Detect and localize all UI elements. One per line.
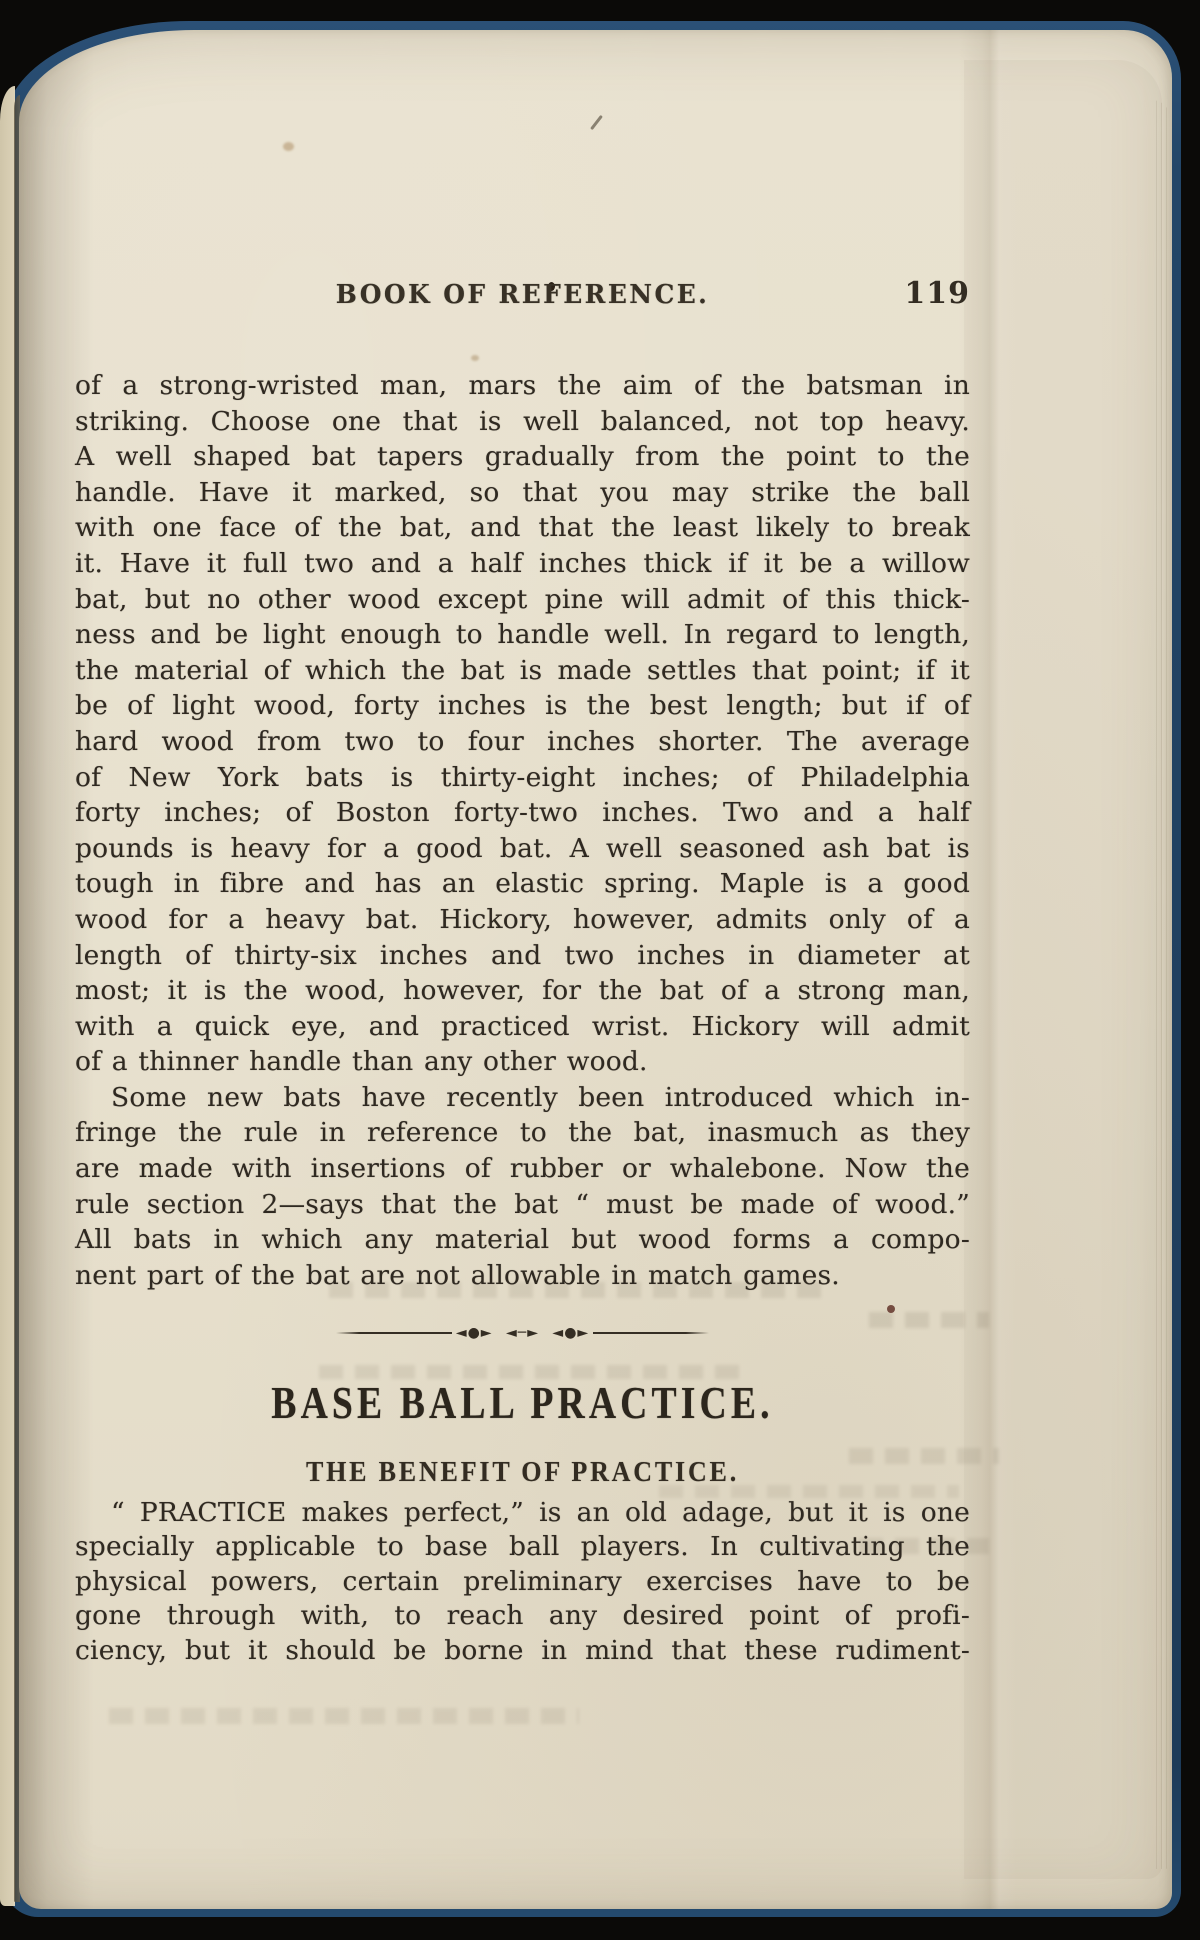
body-text — [75, 368, 970, 1293]
text-line: wood for a heavy bat. Hickory, however, admits only of a — [75, 903, 970, 935]
paragraph — [75, 1496, 970, 1668]
text-line: of a strong-wristed man, mars the aim of the batsman in — [75, 370, 970, 401]
text-line: ness and be light enough to handle well. In regard to length, — [75, 619, 970, 651]
text-line: forty inches; of Boston forty-two inches. Two and a half — [75, 797, 970, 829]
page-content — [75, 30, 970, 1909]
text-line: Some new bats have recently been introduced which in- — [111, 1081, 970, 1113]
adjacent-page-edge — [0, 86, 15, 1906]
text-line: bat, but no other wood except pine will admit of this thick- — [75, 583, 970, 615]
text-line: fringe the rule in reference to the bat, inasmuch as they — [75, 1117, 970, 1149]
text-line: most; it is the wood, however, for the bat of a strong man, — [75, 975, 970, 1007]
page-number: 119 — [904, 276, 970, 311]
text-line: the material of which the bat is made settles that point; if it — [75, 654, 970, 686]
text-line: gone through with, to reach any desired point of profi- — [75, 1600, 970, 1632]
text-line: are made with insertions of rubber or whalebone. Now the — [75, 1153, 970, 1185]
page-right-shading — [964, 60, 1162, 1879]
text-line: length of thirty-six inches and two inches in diameter at — [75, 939, 970, 971]
section-title: BASE BALL PRACTICE. — [271, 1377, 774, 1428]
running-head — [75, 276, 970, 324]
text-line: of New York bats is thirty-eight inches; of Philadelphia — [75, 761, 970, 793]
text-line: be of light wood, forty inches is the best length; but if of — [75, 690, 970, 722]
text-line: A well shaped bat tapers gradually from the point to the — [75, 441, 970, 473]
section-body-text — [75, 1496, 970, 1668]
text-line: striking. Choose one that is well balanced, not top heavy. — [75, 405, 970, 437]
text-line: tough in fibre and has an elastic spring. Maple is a good — [75, 868, 970, 900]
page-stack-edges — [1152, 100, 1170, 1869]
text-line: with a quick eye, and practiced wrist. Hickory will admit — [75, 1010, 970, 1042]
running-head-title: BOOK OF REFERENCE. — [335, 280, 710, 310]
text-line: All bats in which any material but wood forms a compo- — [75, 1224, 970, 1256]
paragraph — [75, 368, 970, 1080]
text-line: hard wood from two to four inches shorter. The average — [75, 725, 970, 757]
text-line: handle. Have it marked, so that you may strike the ball — [75, 476, 970, 508]
text-line: with one face of the bat, and that the least likely to break — [75, 512, 970, 544]
section-divider — [75, 1324, 970, 1342]
text-line: rule section 2—says that the bat “ must be made of wood.” — [75, 1188, 970, 1220]
book-page — [19, 30, 1172, 1909]
text-line: specially applicable to base ball players. In cultivating the — [75, 1531, 970, 1563]
text-line: ciency, but it should be borne in mind that these rudiment- — [75, 1634, 970, 1666]
divider-rule-right — [593, 1332, 709, 1334]
text-line: nent part of the bat are not allowable in match games. — [75, 1259, 840, 1291]
section-subtitle: THE BENEFIT OF PRACTICE. — [305, 1457, 740, 1488]
text-line: “ PRACTICE makes perfect,” is an old adage, but it is one — [111, 1497, 970, 1528]
paragraph — [75, 1080, 970, 1294]
divider-rule-left — [336, 1332, 452, 1334]
text-line: pounds is heavy for a good bat. A well seasoned ash bat is — [75, 832, 970, 864]
text-line: it. Have it full two and a half inches thick if it be a willow — [75, 547, 970, 579]
text-line: of a thinner handle than any other wood. — [75, 1046, 648, 1078]
text-line: physical powers, certain preliminary exercises have to be — [75, 1565, 970, 1597]
divider-ornament: ◄●► ◄─► ◄●► — [455, 1325, 590, 1341]
